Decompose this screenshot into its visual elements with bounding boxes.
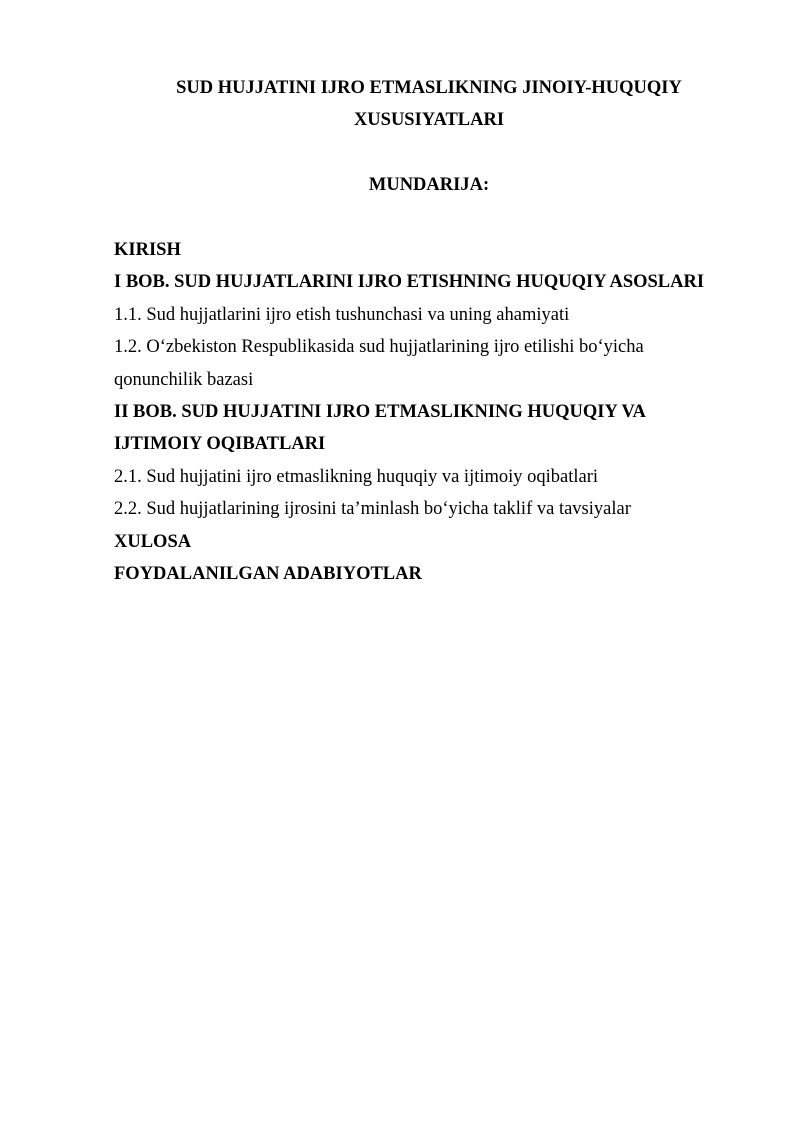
toc-item-section-2-1: 2.1. Sud hujjatini ijro etmaslikning huquqiy va ijtimoiy oqibatlari	[114, 467, 599, 487]
toc-item-references: FOYDALANILGAN ADABIYOTLAR	[114, 564, 422, 584]
toc-item-introduction: KIRISH	[114, 240, 181, 260]
toc-item-section-1-2: 1.2. O‘zbekiston Respublikasida sud hujjatlarining ijro etilishi bo‘yicha	[114, 337, 644, 357]
toc-item-section-1-2-continued: qonunchilik bazasi	[114, 370, 254, 390]
toc-item-section-1-1: 1.1. Sud hujjatlarini ijro etish tushunchasi va uning ahamiyati	[114, 305, 570, 325]
document-title-line-1: SUD HUJJATINI IJRO ETMASLIKNING JINOIY-HUQUQIY	[176, 78, 682, 98]
document-title-line-2: XUSUSIYATLARI	[353, 110, 505, 130]
contents-heading: MUNDARIJA:	[368, 175, 490, 195]
toc-item-chapter-2-continued: IJTIMOIY OQIBATLARI	[114, 434, 326, 454]
toc-item-chapter-2: II BOB. SUD HUJJATINI IJRO ETMASLIKNING HUQUQIY VA	[114, 402, 646, 422]
toc-item-conclusion: XULOSA	[114, 532, 192, 552]
toc-item-section-2-2: 2.2. Sud hujjatlarining ijrosini ta’minlash bo‘yicha taklif va tavsiyalar	[114, 499, 631, 519]
toc-item-chapter-1: I BOB. SUD HUJJATLARINI IJRO ETISHNING HUQUQIY ASOSLARI	[114, 272, 705, 292]
